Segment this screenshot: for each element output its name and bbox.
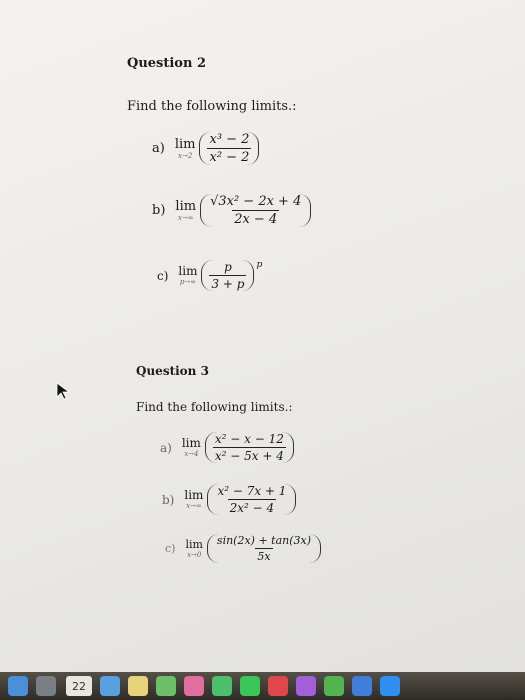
q3-item-c bbox=[165, 534, 321, 563]
fraction: $\frac{\text{√3x² − 2x + 4}}{2x - 4}$ bbox=[210, 194, 302, 227]
limit-operator: lim p→∞ bbox=[178, 264, 198, 286]
dock bbox=[0, 672, 525, 700]
music-icon[interactable] bbox=[268, 676, 288, 696]
q2-item-a bbox=[152, 132, 259, 165]
question-3-instruction: Find the following limits.: bbox=[136, 400, 293, 414]
fraction: $\frac{\sin(2x) + \tan(3x)}{5x}$ bbox=[216, 534, 312, 563]
question-3-title: Question 3 bbox=[136, 364, 209, 378]
keynote-icon[interactable] bbox=[352, 676, 372, 696]
q2-item-b bbox=[152, 194, 311, 227]
expression bbox=[199, 132, 259, 165]
item-label: c) bbox=[157, 268, 169, 283]
limit-operator: lim x→∞ bbox=[184, 488, 204, 510]
facetime-icon[interactable] bbox=[212, 676, 232, 696]
maps-icon[interactable] bbox=[156, 676, 176, 696]
item-label: c) bbox=[165, 542, 176, 555]
item-label: a) bbox=[160, 440, 172, 455]
notes-icon[interactable] bbox=[128, 676, 148, 696]
item-label: a) bbox=[152, 141, 165, 156]
q3-item-b bbox=[162, 484, 296, 515]
messages-icon[interactable] bbox=[240, 676, 260, 696]
podcasts-icon[interactable] bbox=[296, 676, 316, 696]
fraction: $\frac{\text{x³ − 2}}{\text{x² − 2}}$ bbox=[209, 132, 250, 165]
expression bbox=[207, 484, 296, 515]
mail-icon[interactable] bbox=[100, 676, 120, 696]
limit-operator: lim x→∞ bbox=[175, 198, 197, 222]
exponent: p bbox=[256, 260, 263, 270]
fraction: $\frac{p}{3 + p}$ bbox=[211, 260, 245, 291]
expression bbox=[207, 534, 321, 563]
app-store-icon[interactable] bbox=[380, 676, 400, 696]
fraction: $\frac{\text{x² − 7x + 1}}{\text{2x² − 4}}$ bbox=[217, 484, 287, 515]
numbers-icon[interactable] bbox=[324, 676, 344, 696]
limit-operator: lim x→0 bbox=[185, 537, 203, 559]
mouse-pointer-icon bbox=[56, 382, 70, 400]
expression bbox=[200, 194, 311, 227]
safari-icon[interactable] bbox=[8, 676, 28, 696]
limit-operator: lim x→2 bbox=[174, 136, 196, 160]
launchpad-icon[interactable] bbox=[36, 676, 56, 696]
item-label: b) bbox=[162, 492, 175, 507]
question-2-title: Question 2 bbox=[127, 56, 207, 71]
expression bbox=[201, 260, 254, 291]
photos-icon[interactable] bbox=[184, 676, 204, 696]
q2-item-c bbox=[157, 260, 262, 291]
limit-operator: lim x→4 bbox=[181, 436, 201, 458]
expression bbox=[205, 432, 294, 463]
fraction: $\frac{\text{x² − x − 12}}{\text{x² − 5x + 4}}$ bbox=[214, 432, 284, 463]
q3-item-a bbox=[160, 432, 294, 463]
calendar-icon[interactable]: 22 bbox=[66, 676, 92, 696]
item-label: b) bbox=[152, 203, 166, 218]
question-2-instruction: Find the following limits.: bbox=[127, 99, 297, 114]
